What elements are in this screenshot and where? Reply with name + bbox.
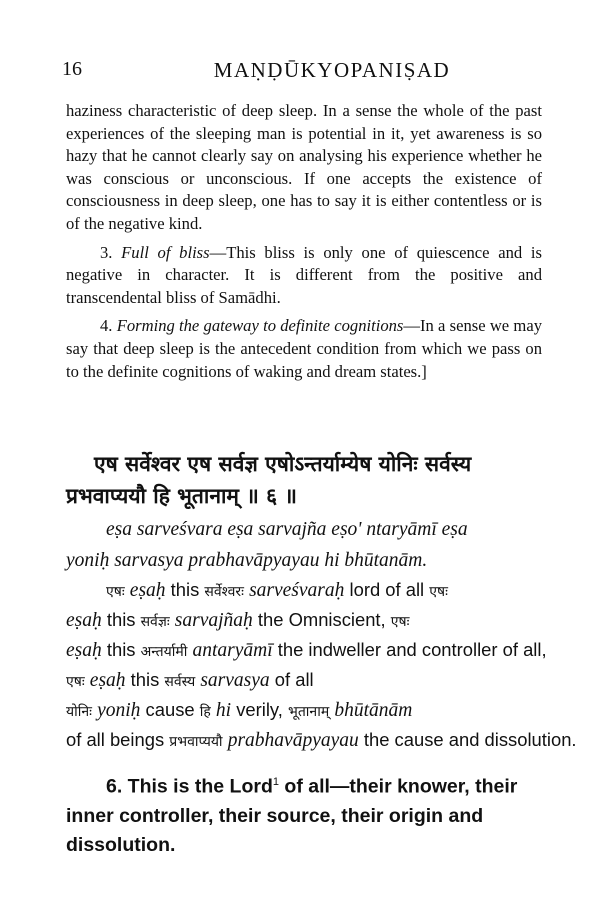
- gloss-meaning: verily,: [231, 699, 288, 720]
- item-4-text: —In a sense we may say that deep sleep is the antecedent condition from which we pass on to the definite cognitions of waking and dream states.]: [66, 316, 542, 381]
- commentary-block: [66, 100, 542, 389]
- gloss-meaning: of all beings: [66, 729, 170, 750]
- gloss-meaning: of all: [269, 669, 314, 690]
- gloss-devanagari: हि: [199, 704, 211, 720]
- translit-line-2: yoniḥ sarvasya prabhavāpyayau hi bhūtanām.: [66, 550, 428, 571]
- gloss-transliteration: antaryāmī: [192, 640, 273, 661]
- gloss-meaning: this: [125, 669, 165, 690]
- gloss-devanagari: सर्वेश्वरः: [204, 584, 244, 600]
- gloss-line: [66, 696, 552, 726]
- gloss-devanagari: एषः: [66, 674, 85, 690]
- gloss-transliteration: sarvasya: [200, 670, 270, 691]
- gloss-meaning: the Omniscient,: [252, 609, 391, 630]
- gloss-devanagari: एषः: [106, 584, 125, 600]
- gloss-line: [66, 666, 552, 696]
- verse-devanagari-line-2: प्रभवाप्ययौ हि भूतानाम् ॥ ६ ॥: [66, 484, 297, 508]
- gloss-line: [66, 726, 577, 756]
- gloss-devanagari: भूतानाम्: [287, 704, 330, 720]
- gloss-meaning: the cause and dissolution.: [358, 729, 577, 750]
- translation-text: of all—their knower, their: [278, 775, 518, 798]
- gloss-meaning: this: [101, 639, 141, 660]
- item-4-heading: Forming the gateway to definite cognitions: [116, 316, 404, 336]
- gloss-transliteration: sarveśvaraḥ: [249, 580, 345, 601]
- commentary-paragraph: haziness characteristic of deep sleep. In a sense the whole of the past experiences of the sleeping man is potential in it, yet awareness is so hazy that he cannot clearly say on analysing his experience whether he was conscious or unconscious. If one accepts the existence of consciousness in deep sleep, one has to say it is either contentless or is of the negative kind.: [66, 101, 542, 233]
- gloss-devanagari: प्रभवाप्ययौ: [169, 734, 223, 750]
- running-title: MAṆḌŪKYOPANIṢAD: [213, 58, 451, 82]
- translation-line-2: inner controller, their source, their origin and: [66, 804, 484, 827]
- commentary-item-3: [66, 242, 542, 310]
- verse-transliteration: [66, 514, 552, 576]
- gloss-line: [66, 606, 552, 636]
- gloss-devanagari: अन्तर्यामी: [140, 644, 188, 660]
- gloss-devanagari: सर्वज्ञः: [140, 614, 170, 630]
- footnote-marker: 1: [272, 776, 279, 788]
- gloss-transliteration: prabhavāpyayau: [227, 730, 359, 751]
- translation-line-3: dissolution.: [66, 833, 176, 856]
- gloss-transliteration: bhūtānām: [334, 700, 413, 721]
- gloss-devanagari: एषः: [390, 614, 410, 630]
- item-3-number: 3.: [100, 242, 113, 262]
- gloss-meaning: this: [101, 609, 141, 630]
- verse-translation: [66, 768, 552, 860]
- item-3-heading: Full of bliss: [121, 242, 210, 262]
- gloss-transliteration: eṣaḥ: [89, 670, 126, 691]
- gloss-transliteration: eṣaḥ: [66, 610, 102, 631]
- gloss-devanagari: सर्वस्य: [164, 674, 196, 690]
- translit-line-1: eṣa sarveśvara eṣa sarvajña eṣo' ntaryāmī eṣa: [106, 519, 468, 540]
- gloss-transliteration: yoniḥ: [97, 700, 141, 721]
- translation-line-1: [66, 768, 552, 802]
- gloss-devanagari: योनिः: [66, 704, 92, 720]
- translation-text: 6. This is the Lord: [106, 775, 273, 798]
- gloss-devanagari: एषः: [429, 584, 448, 600]
- gloss-meaning: lord of all: [344, 579, 430, 600]
- gloss-meaning: this: [165, 579, 205, 600]
- gloss-transliteration: sarvajñaḥ: [174, 610, 253, 631]
- page-number: 16: [62, 58, 82, 80]
- item-3-text: —This bliss is only one of quiescence and is negative in character. It is different from the positive and transcendental bliss of Samādhi.: [66, 242, 542, 307]
- verse-devanagari-line-1: एष सर्वेश्वर एष सर्वज्ञ एषोऽन्तर्याम्येष योनिः सर्वस्य: [94, 452, 472, 476]
- gloss-line: [66, 636, 552, 666]
- word-gloss: [66, 576, 577, 756]
- commentary-item-4: [66, 315, 542, 383]
- item-4-number: 4.: [100, 316, 113, 336]
- gloss-meaning: the indweller and controller of all,: [272, 639, 547, 660]
- gloss-transliteration: hi: [215, 700, 232, 721]
- gloss-meaning: cause: [140, 699, 200, 720]
- gloss-transliteration: eṣaḥ: [66, 640, 102, 661]
- gloss-transliteration: eṣaḥ: [129, 580, 166, 601]
- sanskrit-verse: [66, 448, 546, 512]
- page-header: [62, 58, 542, 88]
- gloss-line: [66, 576, 552, 606]
